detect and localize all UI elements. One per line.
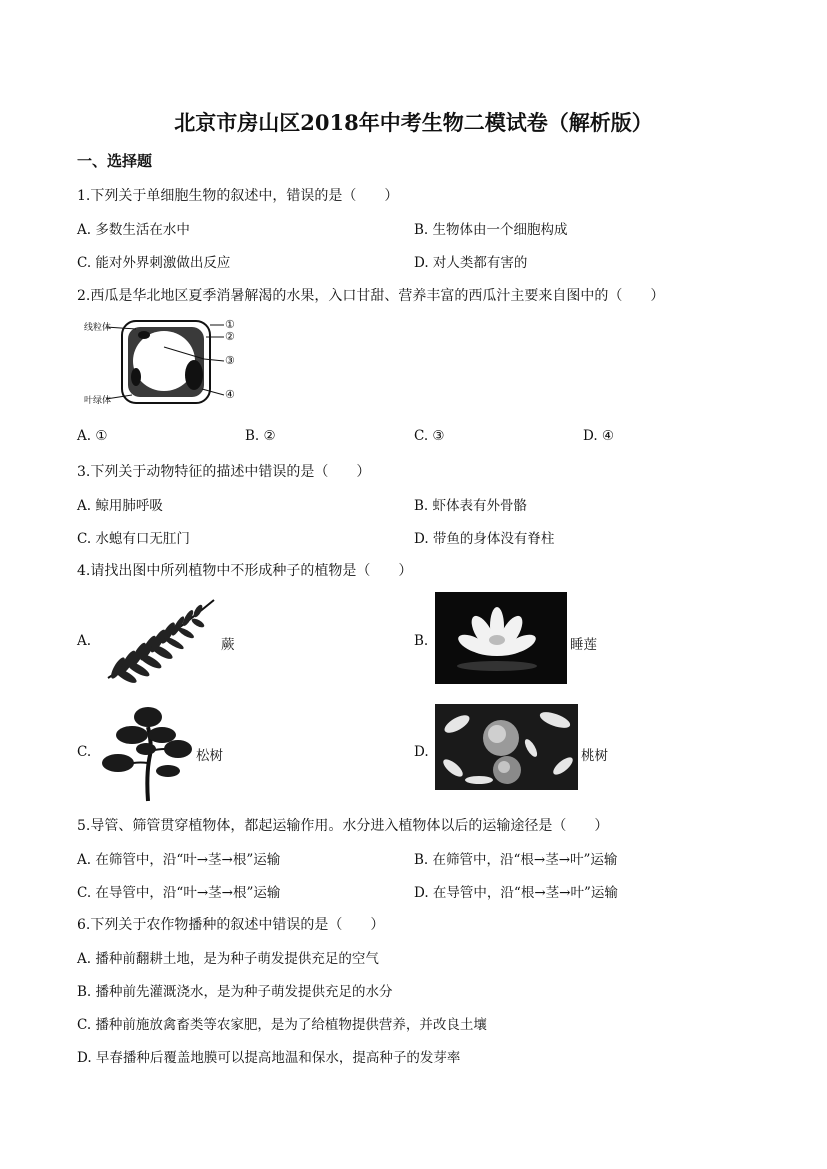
q6-option-c[interactable]: C. 播种前施放禽畜类等农家肥，是为了给植物提供营养，并改良土壤	[77, 1017, 487, 1033]
q3-option-d[interactable]: D. 带鱼的身体没有脊柱	[414, 531, 555, 547]
fern-label: 蕨	[221, 637, 235, 653]
q4-option-b[interactable]: B.	[414, 633, 429, 649]
label-mitochondria: 线粒体	[84, 323, 112, 333]
q6-option-d[interactable]: D. 早春播种后覆盖地膜可以提高地温和保水，提高种子的发芽率	[77, 1050, 461, 1066]
q1-option-c[interactable]: C. 能对外界刺激做出反应	[77, 255, 231, 271]
q5-option-d[interactable]: D. 在导管中，沿“根→茎→叶”运输	[414, 885, 618, 901]
question-1-stem: 1.下列关于单细胞生物的叙述中，错误的是（ ）	[77, 188, 399, 204]
q1-option-a[interactable]: A. 多数生活在水中	[77, 222, 190, 238]
q2-option-b[interactable]: B. ②	[245, 428, 276, 444]
page-title: 北京市房山区2018年中考生物二模试卷（解析版）	[174, 110, 653, 135]
label-3: ③	[225, 354, 235, 367]
q1-option-d[interactable]: D. 对人类都有害的	[414, 255, 528, 271]
water-lily-image	[435, 592, 567, 684]
q2-option-c[interactable]: C. ③	[414, 428, 445, 444]
q6-option-a[interactable]: A. 播种前翻耕土地，是为种子萌发提供充足的空气	[77, 951, 379, 967]
q3-option-b[interactable]: B. 虾体表有外骨骼	[414, 498, 528, 514]
label-2: ②	[225, 330, 235, 343]
q5-option-b[interactable]: B. 在筛管中，沿“根→茎→叶”运输	[414, 852, 618, 868]
pine-image	[98, 703, 194, 803]
q4-option-d[interactable]: D.	[414, 744, 429, 760]
label-chloroplast: 叶绿体	[84, 396, 112, 406]
question-4-stem: 4.请找出图中所列植物中不形成种子的植物是（ ）	[77, 563, 413, 579]
q2-option-d[interactable]: D. ④	[583, 428, 615, 444]
plant-cell-figure	[84, 315, 244, 407]
q6-option-b[interactable]: B. 播种前先灌溉浇水，是为种子萌发提供充足的水分	[77, 984, 393, 1000]
peach-tree-image	[435, 704, 578, 790]
label-4: ④	[225, 388, 235, 401]
q3-option-c[interactable]: C. 水螅有口无肛门	[77, 531, 190, 547]
q2-option-a[interactable]: A. ①	[77, 428, 108, 444]
q4-option-c[interactable]: C.	[77, 744, 92, 760]
q1-option-b[interactable]: B. 生物体由一个细胞构成	[414, 222, 568, 238]
question-2-stem: 2.西瓜是华北地区夏季消暑解渴的水果，入口甘甜、营养丰富的西瓜汁主要来自图中的（ ）	[77, 288, 665, 304]
peach-tree-label: 桃树	[581, 748, 608, 764]
q4-option-a[interactable]: A.	[77, 633, 92, 649]
section-heading: 一、选择题	[77, 152, 153, 170]
q5-option-c[interactable]: C. 在导管中，沿“叶→茎→根”运输	[77, 885, 281, 901]
question-6-stem: 6.下列关于农作物播种的叙述中错误的是（ ）	[77, 917, 385, 933]
q5-option-a[interactable]: A. 在筛管中，沿“叶→茎→根”运输	[77, 852, 281, 868]
fern-image	[98, 596, 218, 686]
q3-option-a[interactable]: A. 鲸用肺呼吸	[77, 498, 163, 514]
question-5-stem: 5.导管、筛管贯穿植物体，都起运输作用。水分进入植物体以后的运输途径是（ ）	[77, 818, 609, 834]
label-1: ①	[225, 318, 235, 331]
water-lily-label: 睡莲	[570, 637, 597, 653]
pine-label: 松树	[196, 748, 223, 764]
question-3-stem: 3.下列关于动物特征的描述中错误的是（ ）	[77, 464, 371, 480]
